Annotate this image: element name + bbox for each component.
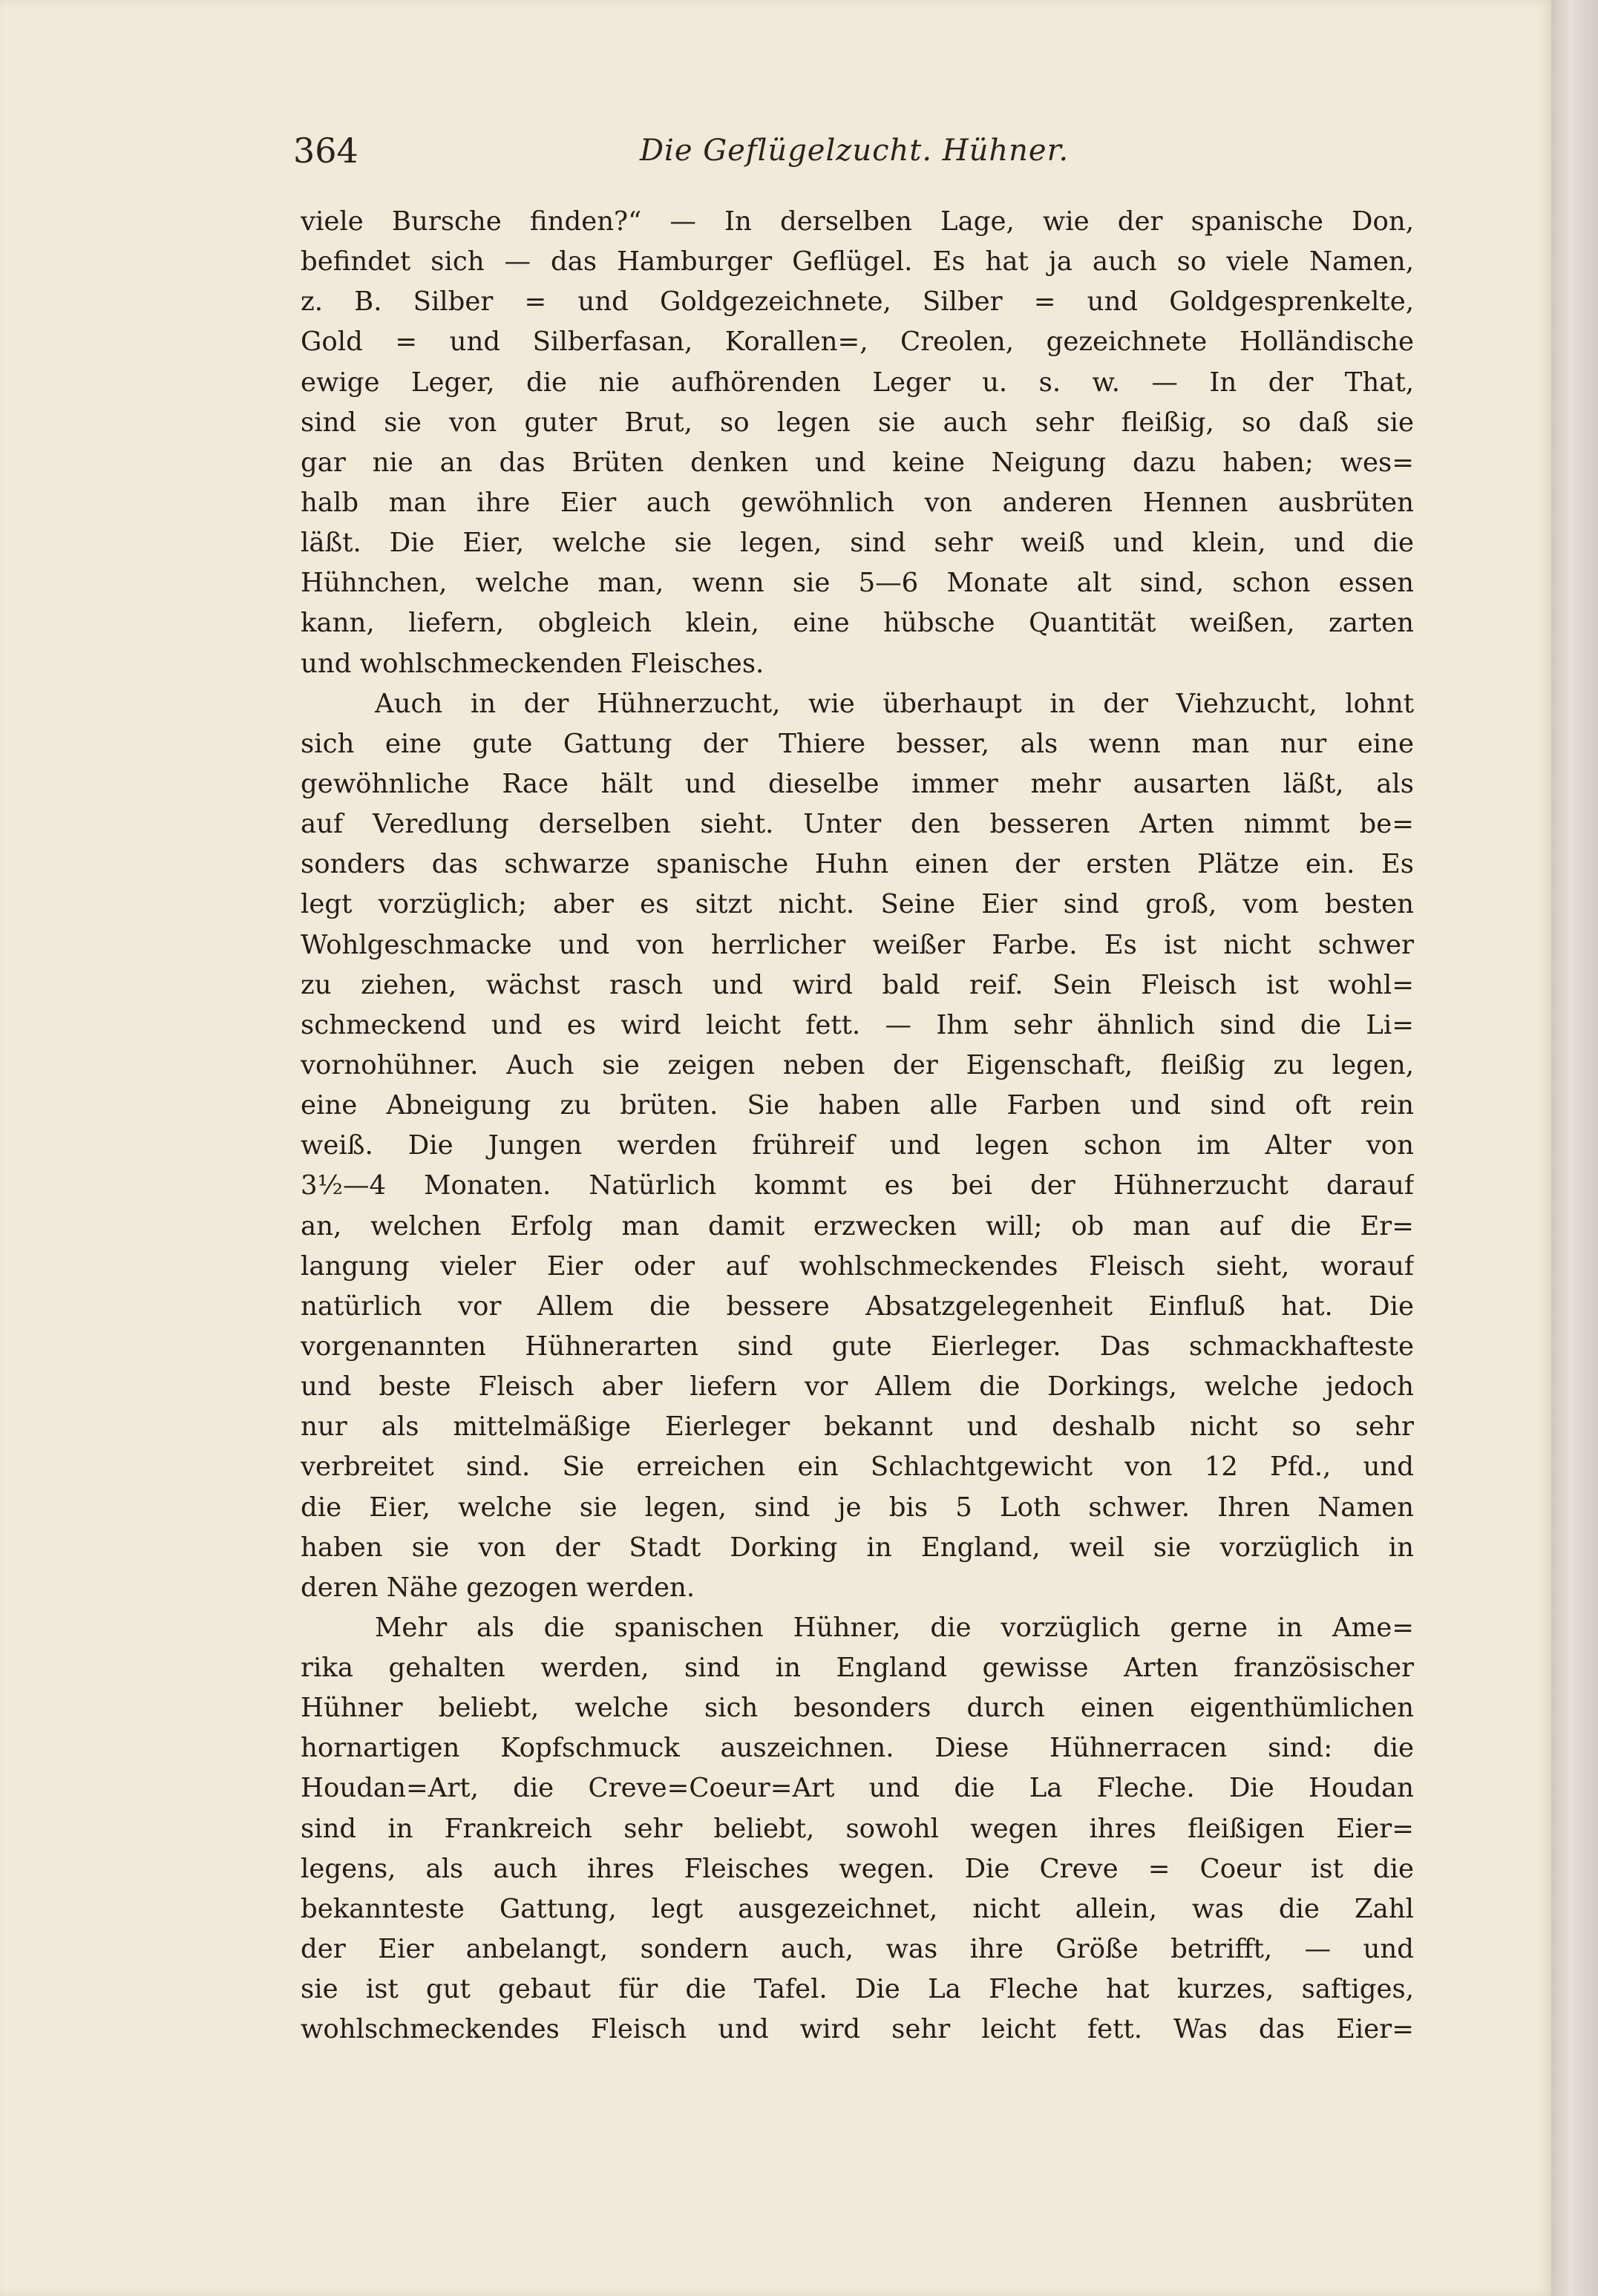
text-line: sich eine gute Gattung der Thiere besser, als wenn man nur eine xyxy=(301,728,1414,759)
text-line: zu ziehen, wächst rasch und wird bald reif. Sein Fleisch ist wohl= xyxy=(301,969,1414,1000)
text-line: Mehr als die spanischen Hühner, die vorzüglich gerne in Ame= xyxy=(375,1612,1414,1643)
body-text xyxy=(301,202,1414,2050)
text-line: die Eier, welche sie legen, sind je bis 5 Loth schwer. Ihren Namen xyxy=(301,1492,1414,1523)
text-line: langung vieler Eier oder auf wohlschmeckendes Fleisch sieht, worauf xyxy=(301,1250,1414,1282)
page-number: 364 xyxy=(293,131,358,171)
text-line: viele Bursche finden?“ — In derselben Lage, wie der spanische Don, xyxy=(301,206,1414,237)
text-line: läßt. Die Eier, welche sie legen, sind sehr weiß und klein, und die xyxy=(301,528,1414,559)
text-line: verbreitet sind. Sie erreichen ein Schlachtgewicht von 12 Pfd., und xyxy=(301,1452,1414,1483)
text-line: Hühnchen, welche man, wenn sie 5—6 Monate alt sind, schon essen xyxy=(301,568,1414,599)
text-line: Auch in der Hühnerzucht, wie überhaupt in der Viehzucht, lohnt xyxy=(375,688,1414,719)
running-head-title: Die Geflügelzucht. Hühner. xyxy=(639,134,1070,168)
text-line: sind in Frankreich sehr beliebt, sowohl wegen ihres fleißigen Eier= xyxy=(301,1813,1414,1844)
text-line: ewige Leger, die nie aufhörenden Leger u. s. w. — In der That, xyxy=(301,367,1414,398)
text-line: hornartigen Kopfschmuck auszeichnen. Diese Hühnerracen sind: die xyxy=(301,1733,1414,1764)
text-line: natürlich vor Allem die bessere Absatzgelegenheit Einfluß hat. Die xyxy=(301,1290,1414,1322)
text-line: vorgenannten Hühnerarten sind gute Eierleger. Das schmackhafteste xyxy=(301,1331,1414,1362)
text-line: gewöhnliche Race hält und dieselbe immer mehr ausarten läßt, als xyxy=(301,768,1414,799)
running-head xyxy=(293,125,1415,177)
text-line: befindet sich — das Hamburger Geflügel. Es hat ja auch so viele Namen, xyxy=(301,246,1414,278)
text-line: legens, als auch ihres Fleisches wegen. Die Creve = Coeur ist die xyxy=(301,1853,1414,1884)
text-line: Houdan=Art, die Creve=Coeur=Art und die La Fleche. Die Houdan xyxy=(301,1773,1414,1804)
text-line: halb man ihre Eier auch gewöhnlich von anderen Hennen ausbrüten xyxy=(301,487,1414,518)
text-line: an, welchen Erfolg man damit erzwecken will; ob man auf die Er= xyxy=(301,1210,1414,1242)
text-line: kann, liefern, obgleich klein, eine hübsche Quantität weißen, zarten xyxy=(301,608,1414,639)
text-line: z. B. Silber = und Goldgezeichnete, Silber = und Goldgesprenkelte, xyxy=(301,286,1414,318)
text-line: rika gehalten werden, sind in England gewisse Arten französischer xyxy=(301,1653,1414,1684)
text-line: schmeckend und es wird leicht fett. — Ihm sehr ähnlich sind die Li= xyxy=(301,1009,1414,1040)
text-line: auf Veredlung derselben sieht. Unter den besseren Arten nimmt be= xyxy=(301,809,1414,840)
text-line: eine Abneigung zu brüten. Sie haben alle Farben und sind oft rein xyxy=(301,1090,1414,1121)
text-line: nur als mittelmäßige Eierleger bekannt und deshalb nicht so sehr xyxy=(301,1411,1414,1443)
text-line: und wohlschmeckenden Fleisches. xyxy=(301,648,764,679)
text-line: vornohühner. Auch sie zeigen neben der Eigenschaft, fleißig zu legen, xyxy=(301,1049,1414,1080)
text-line: Hühner beliebt, welche sich besonders durch einen eigenthümlichen xyxy=(301,1693,1414,1724)
text-line: Wohlgeschmacke und von herrlicher weißer Farbe. Es ist nicht schwer xyxy=(301,929,1414,960)
text-line: sind sie von guter Brut, so legen sie auch sehr fleißig, so daß sie xyxy=(301,407,1414,438)
text-line: bekannteste Gattung, legt ausgezeichnet, nicht allein, was die Zahl xyxy=(301,1893,1414,1924)
text-line: legt vorzüglich; aber es sitzt nicht. Seine Eier sind groß, vom besten xyxy=(301,889,1414,920)
text-line: wohlschmeckendes Fleisch und wird sehr leicht fett. Was das Eier= xyxy=(301,2014,1414,2045)
text-line: sie ist gut gebaut für die Tafel. Die La Fleche hat kurzes, saftiges, xyxy=(301,1974,1414,2005)
text-line: der Eier anbelangt, sondern auch, was ihre Größe betrifft, — und xyxy=(301,1934,1414,1965)
text-line: 3½—4 Monaten. Natürlich kommt es bei der Hühnerzucht darauf xyxy=(301,1170,1414,1201)
text-line: weiß. Die Jungen werden frühreif und legen schon im Alter von xyxy=(301,1130,1414,1161)
text-line: und beste Fleisch aber liefern vor Allem die Dorkings, welche jedoch xyxy=(301,1371,1414,1403)
text-line: gar nie an das Brüten denken und keine Neigung dazu haben; wes= xyxy=(301,447,1414,478)
text-line: sonders das schwarze spanische Huhn einen der ersten Plätze ein. Es xyxy=(301,849,1414,880)
text-line: Gold = und Silberfasan, Korallen=, Creolen, gezeichnete Holländische xyxy=(301,327,1414,358)
text-line: deren Nähe gezogen werden. xyxy=(301,1572,695,1603)
text-line: haben sie von der Stadt Dorking in England, weil sie vorzüglich in xyxy=(301,1532,1414,1563)
page-edge xyxy=(1551,0,1598,2296)
